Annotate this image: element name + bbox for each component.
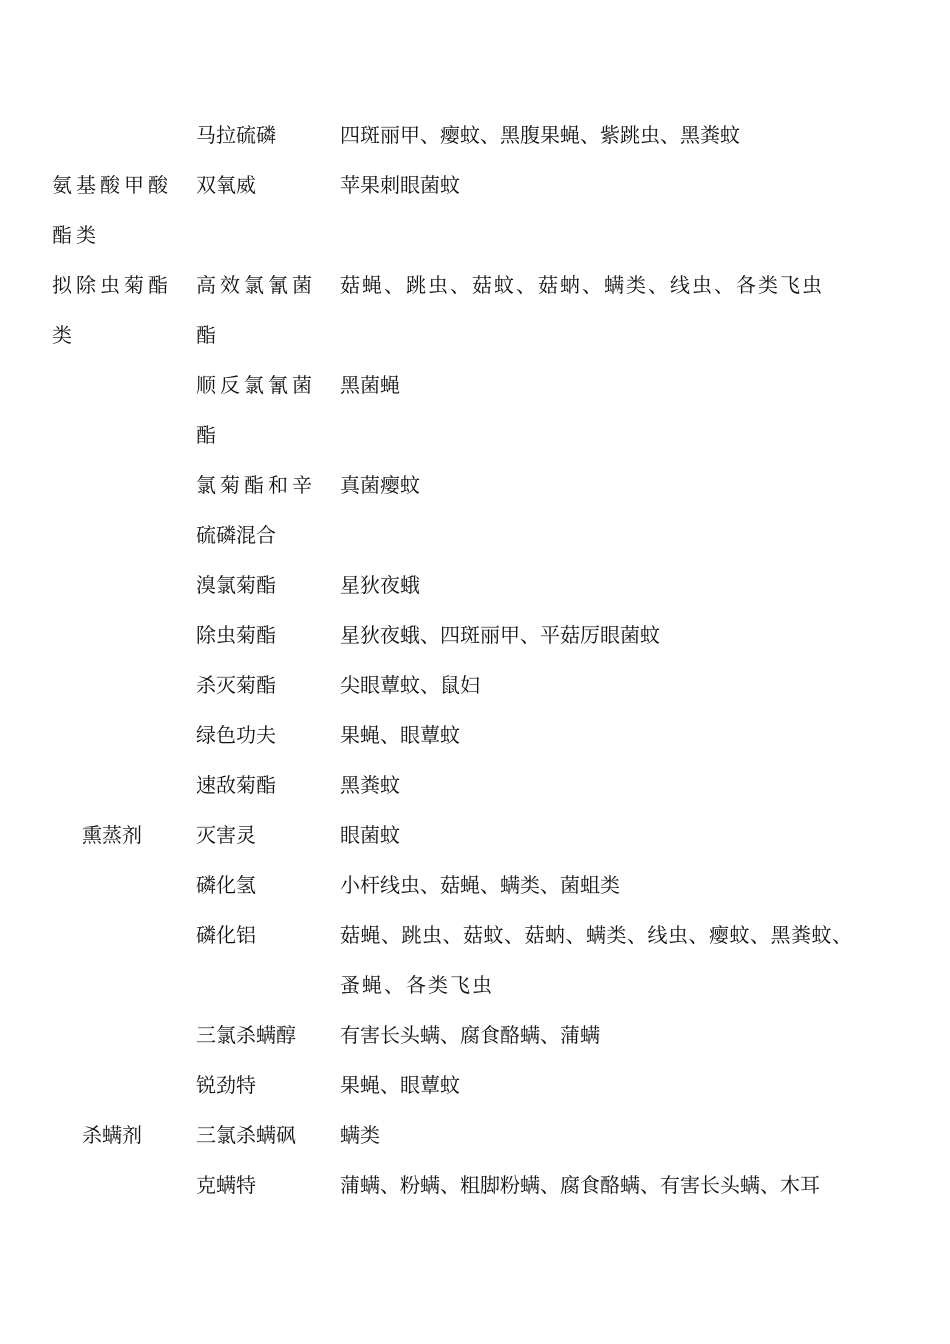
targets-cell: 尖眼蕈蚊、鼠妇 (340, 673, 480, 697)
agent-cell: 磷化铝 (196, 923, 256, 947)
agent-cell: 溴氯菊酯 (196, 573, 276, 597)
targets-cell: 小杆线虫、菇蝇、螨类、菌蛆类 (340, 873, 620, 897)
table-row (0, 1160, 950, 1210)
agent-cell: 氯菊酯和辛 (196, 473, 316, 497)
table-row (0, 360, 950, 410)
table-row (0, 710, 950, 760)
agent-cell: 高效氯氰菌 (196, 273, 316, 297)
agent-cell: 灭害灵 (196, 823, 256, 847)
table-row (0, 1060, 950, 1110)
agent-cell: 锐劲特 (196, 1073, 256, 1097)
table-row (0, 110, 950, 160)
agent-cell: 酯 (196, 423, 216, 447)
targets-cell: 星狄夜蛾、四斑丽甲、平菇厉眼菌蚊 (340, 623, 660, 647)
agent-cell: 磷化氢 (196, 873, 256, 897)
targets-cell: 果蝇、眼蕈蚊 (340, 723, 460, 747)
table-row (0, 610, 950, 660)
targets-cell: 黑菌蝇 (340, 373, 400, 397)
targets-cell: 四斑丽甲、瘿蚊、黑腹果蝇、紫跳虫、黑粪蚊 (340, 123, 740, 147)
table-row (0, 810, 950, 860)
table-row (0, 1010, 950, 1060)
category-cell: 酯类 (52, 223, 100, 247)
table-row (0, 410, 950, 460)
category-cell: 杀螨剂 (82, 1123, 142, 1147)
targets-cell: 果蝇、眼蕈蚊 (340, 1073, 460, 1097)
targets-cell: 蒲螨、粉螨、粗脚粉螨、腐食酪螨、有害长头螨、木耳 (340, 1173, 820, 1197)
agent-cell: 速敌菊酯 (196, 773, 276, 797)
table-row (0, 660, 950, 710)
agent-cell: 克螨特 (196, 1173, 256, 1197)
category-cell: 拟除虫菊酯 (52, 273, 172, 297)
targets-cell: 星狄夜蛾 (340, 573, 420, 597)
targets-cell: 菇蝇、跳虫、菇蚊、菇蚋、螨类、线虫、各类飞虫 (340, 273, 824, 297)
table-row (0, 560, 950, 610)
table-row (0, 260, 950, 310)
targets-cell: 黑粪蚊 (340, 773, 400, 797)
targets-cell: 螨类 (340, 1123, 380, 1147)
agent-cell: 马拉硫磷 (196, 123, 276, 147)
agent-cell: 除虫菊酯 (196, 623, 276, 647)
targets-cell: 有害长头螨、腐食酪螨、蒲螨 (340, 1023, 600, 1047)
table-row (0, 210, 950, 260)
targets-cell: 眼菌蚊 (340, 823, 400, 847)
category-cell: 氨基酸甲酸 (52, 173, 172, 197)
agent-cell: 双氧威 (196, 173, 256, 197)
agent-cell: 硫磷混合 (196, 523, 276, 547)
targets-cell: 真菌瘿蚊 (340, 473, 420, 497)
targets-cell: 苹果刺眼菌蚊 (340, 173, 460, 197)
targets-cell: 菇蝇、跳虫、菇蚊、菇蚋、螨类、线虫、瘿蚊、黑粪蚊、 (340, 923, 853, 947)
table-row (0, 910, 950, 960)
agent-cell: 酯 (196, 323, 216, 347)
table-row (0, 160, 950, 210)
category-cell: 类 (52, 323, 76, 347)
agent-cell: 杀灭菊酯 (196, 673, 276, 697)
targets-cell: 蚤蝇、各类飞虫 (340, 973, 494, 997)
table-row (0, 1110, 950, 1160)
table-row (0, 310, 950, 360)
table-row (0, 760, 950, 810)
table-row (0, 460, 950, 510)
table-row (0, 860, 950, 910)
table-row (0, 510, 950, 560)
agent-cell: 三氯杀螨砜 (196, 1123, 296, 1147)
table-row (0, 960, 950, 1010)
category-cell: 熏蒸剂 (82, 823, 142, 847)
agent-cell: 顺反氯氰菌 (196, 373, 316, 397)
agent-cell: 三氯杀螨醇 (196, 1023, 296, 1047)
agent-cell: 绿色功夫 (196, 723, 276, 747)
